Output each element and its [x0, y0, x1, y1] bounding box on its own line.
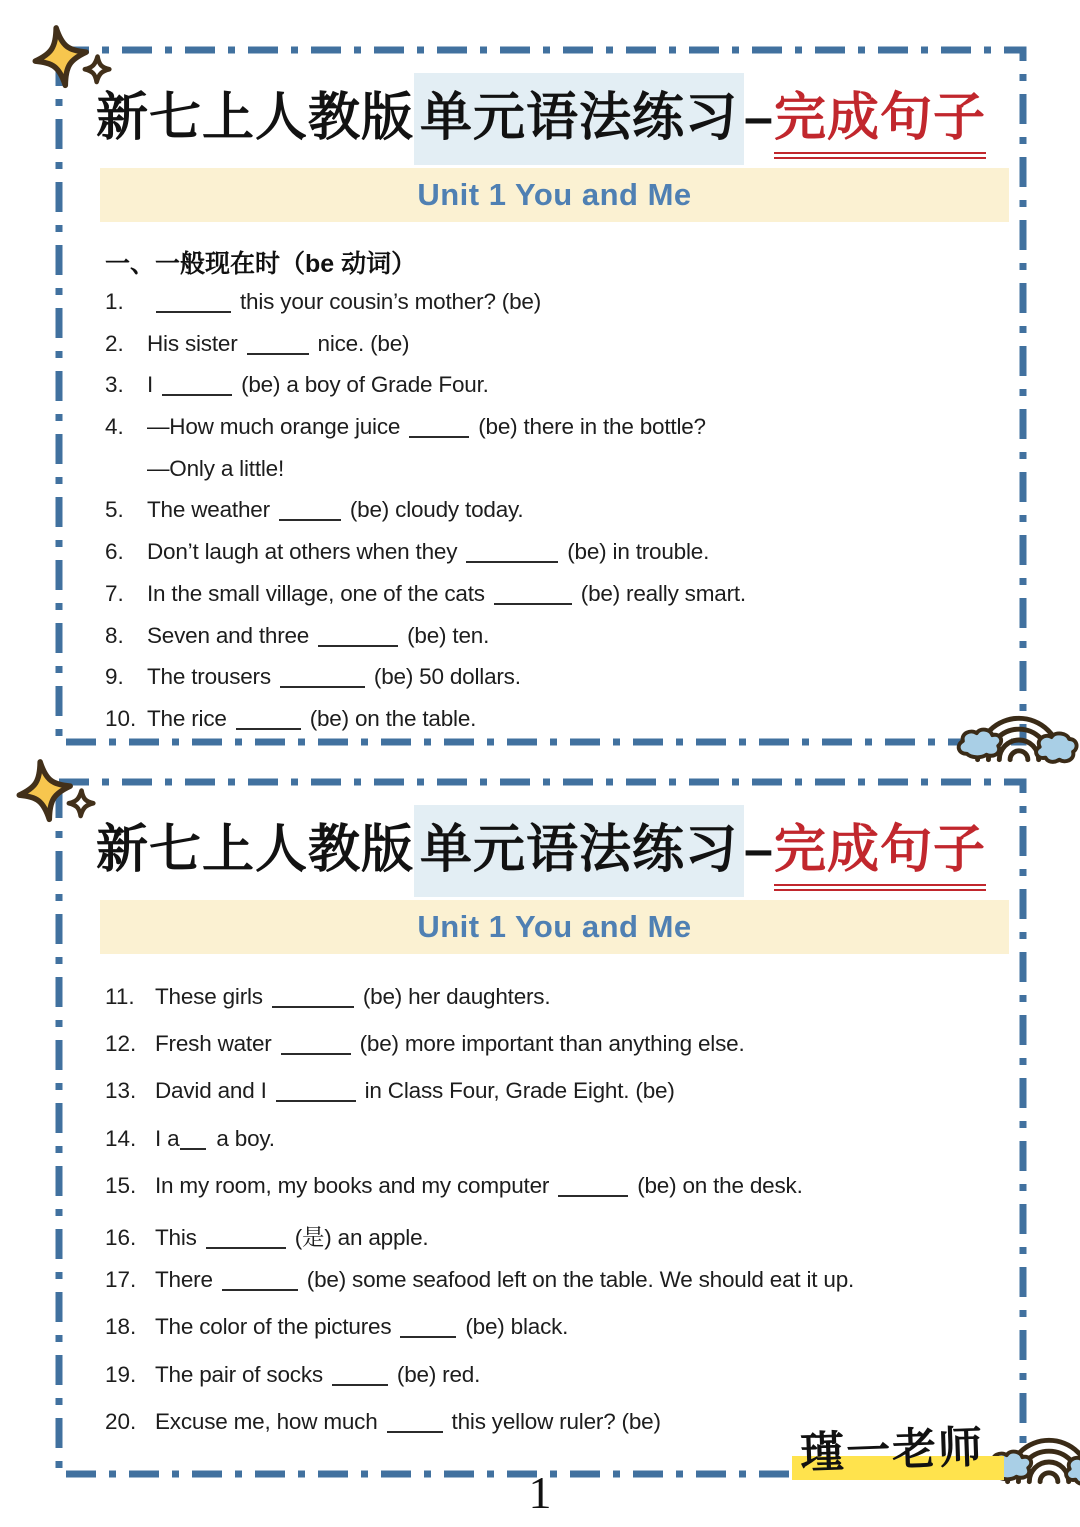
answer-blank: [558, 1177, 628, 1197]
question-number: 9.: [105, 664, 124, 690]
question-text: His sister: [147, 330, 238, 356]
question-text: This: [155, 1224, 197, 1250]
answer-blank: [206, 1229, 286, 1249]
unit-subtitle: Unit 1 You and Me: [100, 900, 1009, 954]
question-text: In the small village, one of the cats: [147, 580, 485, 606]
question-text: I: [147, 372, 154, 398]
question-number: 18.: [105, 1314, 137, 1340]
question-text: Seven and three: [147, 622, 310, 648]
question-text: a boy.: [216, 1125, 275, 1151]
question-text: (be) her daughters.: [362, 984, 551, 1009]
question-number: 12.: [105, 1031, 137, 1057]
question-row: [105, 984, 1015, 1031]
question-text: (be) ten.: [407, 622, 490, 648]
worksheet-title: [55, 68, 1027, 168]
question-text: (be) black.: [465, 1314, 569, 1340]
worksheet-panel-2: [55, 778, 1027, 1478]
question-text: this your cousin’s mother? (be): [240, 289, 542, 314]
question-list-1: [105, 289, 1015, 748]
question-text: Don’t laugh at others when they: [147, 539, 458, 565]
question-number: 17.: [105, 1267, 137, 1293]
answer-blank: [236, 710, 301, 730]
unit-subtitle: Unit 1 You and Me: [100, 168, 1009, 222]
answer-blank: [247, 335, 309, 355]
question-number: 5.: [105, 497, 124, 523]
question-text: There: [155, 1267, 213, 1293]
question-text: (是) an apple.: [294, 1224, 429, 1250]
question-row: [105, 1314, 1015, 1361]
question-number: 6.: [105, 539, 124, 565]
question-text: (be) on the table.: [309, 705, 477, 731]
answer-blank: [272, 988, 354, 1008]
worksheet-panel-1: [55, 46, 1027, 746]
answer-blank: [276, 1082, 356, 1102]
question-text: (be) really smart.: [580, 580, 746, 606]
question-row: [105, 623, 1015, 665]
question-row: [105, 331, 1015, 373]
answer-blank: [409, 418, 469, 438]
answer-blank: [279, 501, 341, 521]
title-accent: 完成句子: [774, 89, 986, 159]
question-number: 2.: [105, 330, 124, 356]
title-accent: 完成句子: [774, 821, 986, 891]
question-continuation: [105, 456, 1015, 498]
question-number: 14.: [105, 1125, 137, 1151]
question-row: [105, 539, 1015, 581]
answer-blank: [466, 543, 558, 563]
page-number: 1: [528, 1467, 552, 1518]
question-text: (be) in trouble.: [567, 539, 710, 565]
question-text: (be) more important than anything else.: [359, 1031, 745, 1057]
answer-blank: [281, 1035, 351, 1055]
question-row: [105, 1126, 1015, 1173]
title-prefix: 新七上人教版: [96, 89, 415, 147]
title-highlight: 单元语法练习: [414, 73, 744, 165]
question-row: [105, 706, 1015, 748]
question-row: [105, 1267, 1015, 1314]
answer-blank: [400, 1318, 456, 1338]
section-header: 一、一般现在时（be 动词）: [105, 250, 417, 278]
question-row: [105, 372, 1015, 414]
worksheet-title: [55, 800, 1027, 900]
question-number: 1.: [105, 289, 124, 314]
question-text: —How much orange juice: [147, 414, 401, 440]
question-text: this yellow ruler? (be): [451, 1408, 661, 1434]
question-text: (be) cloudy today.: [349, 497, 524, 523]
answer-blank: [180, 1130, 206, 1150]
question-text: (be) 50 dollars.: [373, 664, 521, 690]
title-dash: –: [744, 821, 774, 879]
question-row: [105, 1220, 1015, 1267]
title-dash: –: [744, 89, 774, 147]
answer-blank: [222, 1271, 298, 1291]
answer-blank: [387, 1413, 443, 1433]
question-text: The color of the pictures: [155, 1314, 392, 1340]
question-text: Fresh water: [155, 1031, 272, 1057]
question-row: [105, 1362, 1015, 1409]
question-row: [105, 1173, 1015, 1220]
rainbow-icon: [953, 690, 1080, 790]
question-text: Excuse me, how much: [155, 1408, 378, 1434]
question-number: 7.: [105, 580, 124, 606]
question-row: [105, 1031, 1015, 1078]
question-text: The rice: [147, 705, 227, 731]
question-text: (be) some seafood left on the table. We should eat it up.: [306, 1267, 855, 1293]
question-number: 4.: [105, 414, 124, 440]
question-text: The trousers: [147, 664, 271, 690]
question-row: [105, 497, 1015, 539]
question-text: nice. (be): [317, 330, 410, 356]
question-number: 13.: [105, 1078, 137, 1104]
question-row: [105, 1078, 1015, 1125]
question-text: David and I: [155, 1078, 267, 1104]
title-prefix: 新七上人教版: [96, 821, 415, 879]
question-text: I a: [155, 1125, 180, 1151]
answer-blank: [332, 1366, 388, 1386]
question-number: 20.: [105, 1408, 137, 1434]
question-text: The weather: [147, 497, 270, 523]
question-row: [105, 289, 1015, 331]
question-number: 11.: [105, 984, 135, 1009]
answer-blank: [156, 293, 231, 313]
question-text: (be) on the desk.: [637, 1172, 803, 1198]
question-text: (be) a boy of Grade Four.: [241, 372, 489, 398]
question-number: 3.: [105, 372, 124, 398]
answer-blank: [162, 376, 232, 396]
answer-blank: [494, 585, 572, 605]
question-number: 15.: [105, 1172, 137, 1198]
title-highlight: 单元语法练习: [414, 805, 744, 897]
answer-blank: [280, 668, 365, 688]
question-text: in Class Four, Grade Eight. (be): [364, 1078, 675, 1104]
question-number: 10.: [105, 705, 137, 731]
answer-blank: [318, 627, 398, 647]
question-row: [105, 414, 1015, 456]
question-text: (be) there in the bottle?: [478, 414, 706, 440]
question-text: The pair of socks: [155, 1361, 323, 1387]
question-number: 19.: [105, 1361, 137, 1387]
question-text: —Only a little!: [147, 455, 285, 481]
question-text: These girls: [155, 984, 263, 1009]
question-row: [105, 581, 1015, 623]
question-text: In my room, my books and my computer: [155, 1172, 550, 1198]
question-row: [105, 664, 1015, 706]
question-number: 8.: [105, 622, 124, 648]
question-text: (be) red.: [396, 1361, 481, 1387]
question-number: 16.: [105, 1224, 137, 1250]
signature-text: 瑾一老师: [799, 1422, 985, 1479]
question-list-2: [105, 984, 1015, 1456]
